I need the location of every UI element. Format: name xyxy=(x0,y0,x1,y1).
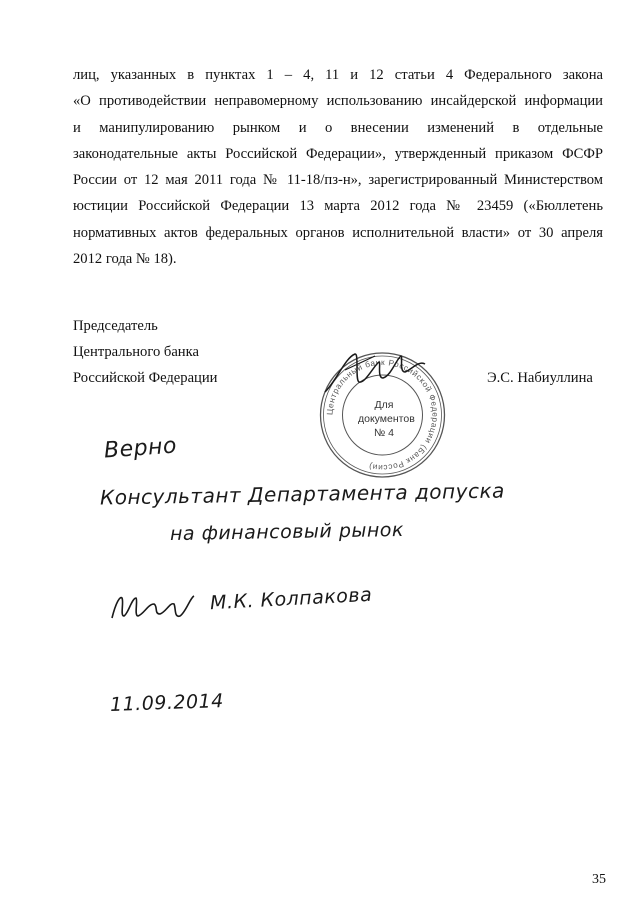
page-number: 35 xyxy=(592,872,606,887)
handwritten-verno: Верно xyxy=(103,433,178,464)
body-line: России от 12 мая 2011 года № 11-18/пз-н», зарегистрированный Министерством xyxy=(73,172,603,189)
stamp-line: документов xyxy=(358,413,415,425)
handwritten-position-line: на финансовый рынок xyxy=(169,518,405,546)
handwritten-name: М.К. Колпакова xyxy=(209,583,373,615)
signatory-name: Э.С. Набиуллина xyxy=(487,370,593,386)
body-line: юстиции Российской Федерации 13 марта 2012 года № 23459 («Бюллетень xyxy=(73,198,603,215)
handwritten-signature-icon xyxy=(108,588,198,628)
body-text xyxy=(73,62,603,272)
body-line: законодательные акты Российской Федерации», утвержденный приказом ФСФР xyxy=(73,145,603,162)
body-line: 2012 года № 18). xyxy=(73,251,177,268)
body-line: «О противодействии неправомерному использованию инсайдерской информации xyxy=(73,93,603,110)
signatory-title-line: Председатель xyxy=(73,318,158,334)
signatory-title xyxy=(73,313,218,391)
body-line: и манипулированию рынком и о внесении изменений в отдельные xyxy=(73,119,603,136)
stamp-line: № 4 xyxy=(373,427,395,439)
handwritten-position-line: Консультант Департамента допуска xyxy=(99,478,505,510)
body-line: лиц, указанных в пунктах 1 – 4, 11 и 12 статьи 4 Федерального закона xyxy=(73,67,603,83)
stamp-ring-text: Центральный банк Российской Федерации (Банк России) xyxy=(325,357,440,473)
body-line: нормативных актов федеральных органов исполнительной власти» от 30 апреля xyxy=(73,224,603,241)
stamp-line: Для xyxy=(374,399,394,411)
stamp-center-text xyxy=(358,398,415,440)
handwritten-date: 11.09.2014 xyxy=(109,690,225,716)
signatory-title-line: Центрального банка xyxy=(73,344,199,360)
signatory-title-line: Российской Федерации xyxy=(73,370,218,386)
